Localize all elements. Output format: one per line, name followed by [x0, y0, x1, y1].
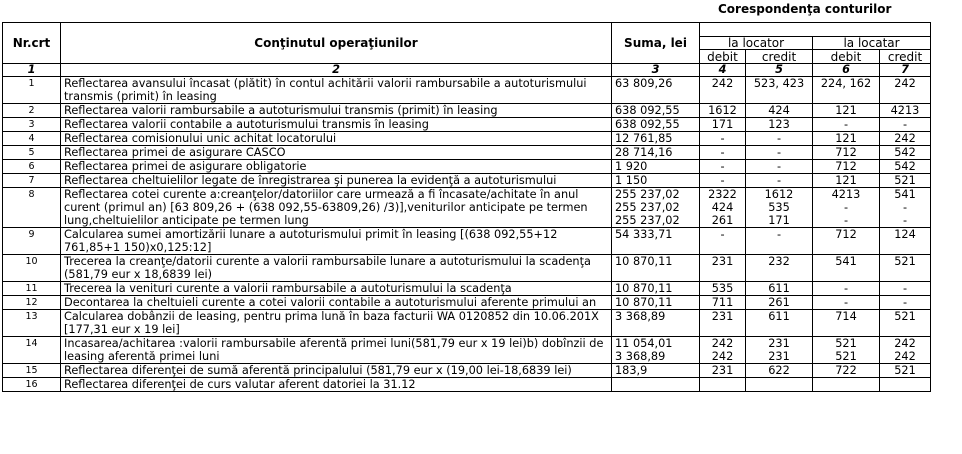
cell-value: -: [776, 160, 782, 173]
row-number: 15: [3, 364, 61, 378]
operation-description: Decontarea la cheltuieli curente a cotei valorii contabile a autoturismului aferente primului an: [61, 296, 612, 310]
cell-value: 255 237,02: [615, 214, 680, 227]
cell-value: 521: [835, 337, 857, 350]
cell-value: 523, 423: [753, 77, 805, 90]
table-row: [3, 310, 931, 337]
cell-value: 171: [711, 118, 734, 131]
operation-description: Reflectarea valorii rambursabile a autoturismului transmis (primit) în leasing: [61, 104, 612, 118]
table-row: [3, 188, 931, 228]
row-number: 4: [3, 132, 61, 146]
header-credit-locator: credit: [746, 50, 813, 64]
cell-value: 638 092,55: [615, 118, 680, 131]
cell-value: 224, 162: [820, 77, 872, 90]
column-index-row: [3, 64, 931, 77]
column-index: 4: [700, 64, 746, 77]
credit-locatar-cell: [880, 310, 931, 337]
sum-cell: [612, 364, 700, 378]
table-row: [3, 378, 931, 392]
cell-value: 123: [768, 118, 790, 131]
debit-locator-cell: [700, 378, 746, 392]
header-sum: Suma, lei: [612, 23, 700, 64]
debit-locator-cell: [700, 132, 746, 146]
operation-description: Trecerea la creanţe/datorii curente a valorii rambursabile lunare a autoturismului la scadenţa (581,79 eur x 18,6839 lei): [61, 255, 612, 282]
cell-value: 521: [894, 174, 916, 187]
credit-locator-cell: [746, 160, 813, 174]
operation-description: Reflectarea primei de asigurare CASCO: [61, 146, 612, 160]
cell-value: 1 920: [615, 160, 648, 173]
cell-value: -: [720, 228, 725, 241]
row-number: 13: [3, 310, 61, 337]
cell-value: -: [776, 174, 782, 187]
cell-value: 541: [835, 255, 857, 268]
cell-value: 242: [894, 337, 916, 350]
cell-value: 535: [768, 201, 790, 214]
credit-locator-cell: [746, 296, 813, 310]
credit-locatar-cell: [880, 364, 931, 378]
cell-value: 1 150: [615, 174, 648, 187]
debit-locatar-cell: [813, 160, 880, 174]
credit-locator-cell: [746, 228, 813, 255]
credit-locatar-cell: [880, 77, 931, 104]
cell-value: 542: [894, 146, 916, 159]
table-row: [3, 364, 931, 378]
debit-locatar-cell: [813, 310, 880, 337]
cell-value: -: [843, 296, 849, 309]
cell-value: 3 368,89: [615, 350, 666, 363]
cell-value: 54 333,71: [615, 228, 673, 241]
cell-value: 521: [894, 310, 916, 323]
debit-locator-cell: [700, 77, 746, 104]
cell-value: 63 809,26: [615, 77, 673, 90]
header-debit-locator: debit: [700, 50, 746, 64]
debit-locatar-cell: [813, 118, 880, 132]
sum-cell: [612, 337, 700, 364]
column-index: 7: [880, 64, 931, 77]
header-credit-locatar: credit: [880, 50, 931, 64]
cell-value: 10 870,11: [615, 296, 673, 309]
operations-table: [2, 22, 931, 392]
operation-description: Reflectarea diferenţei de curs valutar aferent datoriei la 31.12: [61, 378, 612, 392]
cell-value: 261: [768, 296, 790, 309]
table-row: [3, 146, 931, 160]
cell-value: 711: [711, 296, 734, 309]
debit-locatar-cell: [813, 255, 880, 282]
row-number: 12: [3, 296, 61, 310]
cell-value: 231: [711, 310, 734, 323]
credit-locatar-cell: [880, 188, 931, 228]
credit-locator-cell: [746, 255, 813, 282]
cell-value: -: [902, 201, 908, 214]
cell-value: 183,9: [615, 364, 648, 377]
column-index: 3: [612, 64, 700, 77]
cell-value: 242: [711, 350, 734, 363]
table-row: [3, 160, 931, 174]
column-index: 1: [3, 64, 61, 77]
operation-description: Reflectarea valorii contabile a autoturismului transmis în leasing: [61, 118, 612, 132]
cell-value: -: [902, 296, 908, 309]
operation-description: Reflectarea avansului încasat (plătit) în contul achitării valorii rambursabile a autoturismului transmis (primit) în leasing: [61, 77, 612, 104]
debit-locator-cell: [700, 255, 746, 282]
sum-cell: [612, 282, 700, 296]
debit-locator-cell: [700, 310, 746, 337]
cell-value: 121: [835, 104, 857, 117]
operation-description: Incasarea/achitarea :valorii rambursabile aferentă primei luni(581,79 eur x 19 lei)b) dobînzii de leasing aferentă primei luni: [61, 337, 612, 364]
sum-cell: [612, 118, 700, 132]
credit-locator-cell: [746, 282, 813, 296]
cell-value: -: [720, 160, 725, 173]
cell-value: 28 714,16: [615, 146, 673, 159]
column-index: 2: [61, 64, 612, 77]
credit-locatar-cell: [880, 160, 931, 174]
credit-locator-cell: [746, 77, 813, 104]
cell-value: -: [843, 201, 849, 214]
cell-value: -: [720, 174, 725, 187]
cell-value: 712: [835, 146, 857, 159]
credit-locatar-cell: [880, 132, 931, 146]
row-number: 5: [3, 146, 61, 160]
column-index: 5: [746, 64, 813, 77]
debit-locatar-cell: [813, 146, 880, 160]
debit-locatar-cell: [813, 77, 880, 104]
row-number: 8: [3, 188, 61, 228]
debit-locatar-cell: [813, 132, 880, 146]
operation-description: Reflectarea comisionului unic achitat locatorului: [61, 132, 612, 146]
cell-value: 1612: [708, 104, 737, 117]
cell-value: 611: [768, 310, 790, 323]
cell-value: -: [776, 146, 782, 159]
cell-value: 242: [894, 350, 916, 363]
sum-cell: [612, 77, 700, 104]
cell-value: 541: [894, 188, 916, 201]
cell-value: 255 237,02: [615, 188, 680, 201]
row-number: 1: [3, 77, 61, 104]
cell-value: -: [843, 282, 849, 295]
cell-value: -: [776, 228, 782, 241]
cell-value: 521: [894, 255, 916, 268]
cell-value: 242: [894, 132, 916, 145]
sum-cell: [612, 146, 700, 160]
table-row: [3, 337, 931, 364]
cell-value: -: [902, 118, 908, 131]
credit-locatar-cell: [880, 337, 931, 364]
header-content: Conţinutul operaţiunilor: [61, 23, 612, 64]
credit-locator-cell: [746, 132, 813, 146]
credit-locator-cell: [746, 118, 813, 132]
debit-locator-cell: [700, 118, 746, 132]
table-title: Corespondenţa conturilor: [718, 2, 892, 16]
cell-value: 124: [894, 228, 916, 241]
cell-value: -: [902, 214, 908, 227]
debit-locator-cell: [700, 364, 746, 378]
table-row: [3, 174, 931, 188]
cell-value: 424: [711, 201, 734, 214]
cell-value: 242: [894, 77, 916, 90]
credit-locatar-cell: [880, 104, 931, 118]
operation-description: Reflectarea diferenţei de sumă aferentă principalului (581,79 eur x (19,00 lei-18,6839 lei): [61, 364, 612, 378]
debit-locator-cell: [700, 337, 746, 364]
row-number: 6: [3, 160, 61, 174]
header-correspondence-spacer: [700, 23, 931, 37]
cell-value: 121: [835, 174, 857, 187]
row-number: 7: [3, 174, 61, 188]
debit-locator-cell: [700, 160, 746, 174]
credit-locator-cell: [746, 188, 813, 228]
credit-locator-cell: [746, 364, 813, 378]
debit-locatar-cell: [813, 104, 880, 118]
table-row: [3, 118, 931, 132]
sum-cell: [612, 174, 700, 188]
cell-value: -: [902, 282, 908, 295]
cell-value: 638 092,55: [615, 104, 680, 117]
cell-value: 171: [768, 214, 790, 227]
cell-value: 10 870,11: [615, 255, 673, 268]
cell-value: 535: [711, 282, 734, 295]
row-number: 10: [3, 255, 61, 282]
header-debit-locatar: debit: [813, 50, 880, 64]
sum-cell: [612, 296, 700, 310]
column-index: 6: [813, 64, 880, 77]
sum-cell: [612, 132, 700, 146]
cell-value: 622: [768, 364, 790, 377]
debit-locatar-cell: [813, 174, 880, 188]
debit-locatar-cell: [813, 282, 880, 296]
cell-value: -: [843, 118, 849, 131]
cell-value: 712: [835, 228, 857, 241]
credit-locator-cell: [746, 174, 813, 188]
debit-locatar-cell: [813, 228, 880, 255]
cell-value: 242: [711, 77, 734, 90]
debit-locator-cell: [700, 282, 746, 296]
header-nr: Nr.crt: [3, 23, 61, 64]
cell-value: 4213: [890, 104, 920, 117]
row-number: 14: [3, 337, 61, 364]
credit-locatar-cell: [880, 296, 931, 310]
credit-locatar-cell: [880, 282, 931, 296]
cell-value: 121: [835, 132, 857, 145]
credit-locatar-cell: [880, 118, 931, 132]
debit-locatar-cell: [813, 188, 880, 228]
cell-value: 231: [768, 350, 790, 363]
credit-locator-cell: [746, 337, 813, 364]
cell-value: 424: [768, 104, 790, 117]
operation-description: Trecerea la venituri curente a valorii rambursabile a autoturismului la scadenţa: [61, 282, 612, 296]
table-body: [3, 77, 931, 392]
sum-cell: [612, 310, 700, 337]
table-row: [3, 255, 931, 282]
sum-cell: [612, 104, 700, 118]
debit-locator-cell: [700, 146, 746, 160]
table-row: [3, 228, 931, 255]
cell-value: -: [776, 132, 782, 145]
debit-locator-cell: [700, 296, 746, 310]
operation-description: Reflectarea cheltuielilor legate de înregistrarea şi punerea la evidenţă a autoturismului: [61, 174, 612, 188]
sum-cell: [612, 378, 700, 392]
row-number: 9: [3, 228, 61, 255]
debit-locator-cell: [700, 104, 746, 118]
debit-locator-cell: [700, 188, 746, 228]
header-locator: la locator: [700, 36, 813, 50]
cell-value: 261: [711, 214, 734, 227]
sum-cell: [612, 255, 700, 282]
cell-value: -: [720, 132, 725, 145]
cell-value: -: [843, 214, 849, 227]
debit-locatar-cell: [813, 337, 880, 364]
credit-locator-cell: [746, 146, 813, 160]
cell-value: 3 368,89: [615, 310, 666, 323]
cell-value: 231: [768, 337, 790, 350]
table-row: [3, 104, 931, 118]
operation-description: Reflectarea primei de asigurare obligatorie: [61, 160, 612, 174]
operation-description: Reflectarea cotei curente a:creanţelor/datoriilor care urmează a fi încasate/achitate în anul curent (primul an) [63 809,26 + (638 092,55-63809,26) /3)],veniturilor anticipate pe termen lung,cheltuielilor anticipate pe termen lung: [61, 188, 612, 228]
cell-value: 11 054,01: [615, 337, 673, 350]
cell-value: 611: [768, 282, 790, 295]
credit-locator-cell: [746, 310, 813, 337]
credit-locator-cell: [746, 104, 813, 118]
header-locatar: la locatar: [813, 36, 931, 50]
cell-value: 231: [711, 255, 734, 268]
cell-value: 231: [711, 364, 734, 377]
operation-description: Calcularea sumei amortizării lunare a autoturismului primit în leasing [(638 092,55+12 761,85+1 150)x0,125:12]: [61, 228, 612, 255]
debit-locator-cell: [700, 228, 746, 255]
cell-value: 1612: [764, 188, 794, 201]
cell-value: 542: [894, 160, 916, 173]
credit-locator-cell: [746, 378, 813, 392]
debit-locator-cell: [700, 174, 746, 188]
cell-value: 712: [835, 160, 857, 173]
row-number: 3: [3, 118, 61, 132]
cell-value: 12 761,85: [615, 132, 673, 145]
row-number: 16: [3, 378, 61, 392]
debit-locatar-cell: [813, 296, 880, 310]
table-row: [3, 77, 931, 104]
row-number: 2: [3, 104, 61, 118]
credit-locatar-cell: [880, 255, 931, 282]
credit-locatar-cell: [880, 174, 931, 188]
table-row: [3, 296, 931, 310]
cell-value: 232: [768, 255, 790, 268]
row-number: 11: [3, 282, 61, 296]
credit-locatar-cell: [880, 378, 931, 392]
credit-locatar-cell: [880, 228, 931, 255]
cell-value: 242: [711, 337, 734, 350]
cell-value: -: [720, 146, 725, 159]
cell-value: 2322: [708, 188, 737, 201]
cell-value: 722: [835, 364, 857, 377]
cell-value: 521: [835, 350, 857, 363]
cell-value: 255 237,02: [615, 201, 680, 214]
sum-cell: [612, 228, 700, 255]
table-row: [3, 132, 931, 146]
credit-locatar-cell: [880, 146, 931, 160]
debit-locatar-cell: [813, 378, 880, 392]
cell-value: 10 870,11: [615, 282, 673, 295]
table-row: [3, 282, 931, 296]
cell-value: 4213: [831, 188, 861, 201]
cell-value: 714: [835, 310, 857, 323]
operation-description: Calcularea dobânzii de leasing, pentru prima lună în baza facturii WA 0120852 din 10.06.201X [177,31 eur x 19 lei]: [61, 310, 612, 337]
sum-cell: [612, 160, 700, 174]
debit-locatar-cell: [813, 364, 880, 378]
cell-value: 521: [894, 364, 916, 377]
sum-cell: [612, 188, 700, 228]
